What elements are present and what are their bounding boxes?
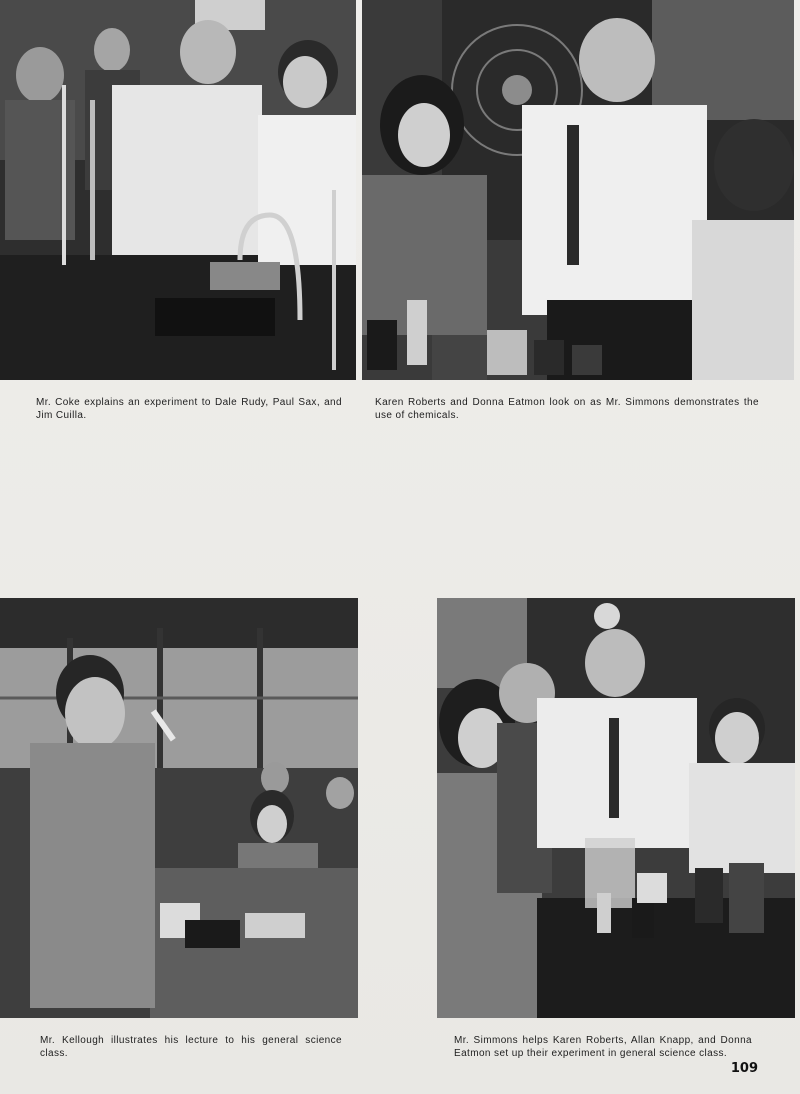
caption-bottom-right: Mr. Simmons helps Karen Roberts, Allan Knapp, and Donna Eatmon set up their experiment in general science class. — [454, 1035, 752, 1059]
photo-chemicals-demonstration — [362, 0, 794, 380]
photo-experiment-setup — [437, 598, 795, 1018]
caption-bottom-left: Mr. Kellough illustrates his lecture to his general science class. — [40, 1035, 342, 1059]
photo-lab-demonstration — [0, 0, 356, 380]
page-number: 109 — [730, 1061, 758, 1076]
photo-general-science-lecture — [0, 598, 358, 1018]
caption-top-right: Karen Roberts and Donna Eatmon look on as Mr. Simmons demonstrates the use of chemicals. — [375, 397, 759, 421]
caption-top-left: Mr. Coke explains an experiment to Dale Rudy, Paul Sax, and Jim Cuilla. — [36, 397, 342, 421]
